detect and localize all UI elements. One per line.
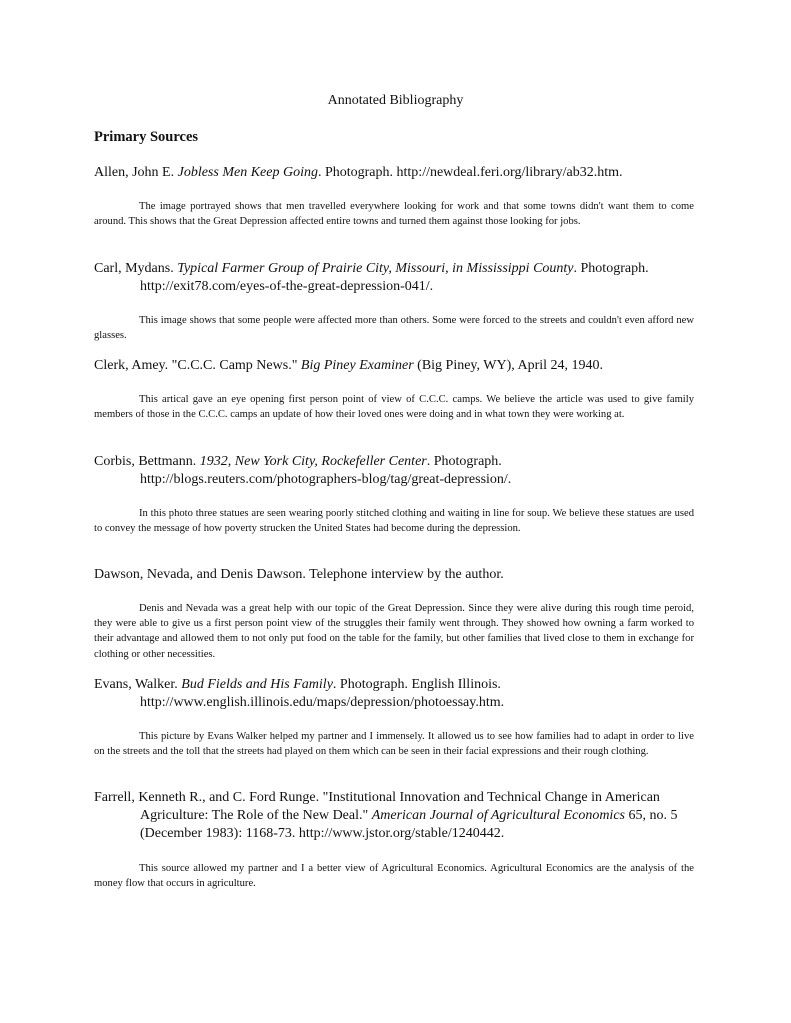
citation-text: Evans, Walker. [94,677,182,692]
annotation: This picture by Evans Walker helped my partner and I immensely. It allowed us to see how families had to adapt in order to live on the streets and the toll that the streets had played on them which can be seen in their facial expressions and their rough clothing. [94,731,694,758]
citation-text: Corbis, Bettmann. [94,454,200,469]
citation-title: Typical Farmer Group of Prairie City, Missouri, in Mississippi County [177,261,574,276]
citation-text: . Photograph. English Illinois. http://www.english.illinois.edu/maps/depression/photoessay.htm. [140,677,505,710]
annotation: This source allowed my partner and I a better view of Agricultural Economics. Agricultural Economics are the analysis of the money flow that occurs in agriculture. [94,863,694,890]
citation-entry [94,164,700,182]
citation-entry [94,260,700,296]
citation-entry [94,357,700,375]
annotation: This image shows that some people were affected more than others. Some were forced to the streets and couldn't even afford new glasses. [94,315,694,342]
citation-title: 1932, New York City, Rockefeller Center [199,454,427,469]
citation-text: (Big Piney, WY), April 24, 1940. [413,358,604,373]
page-title: Annotated Bibliography [327,93,464,108]
citation-entry [94,566,700,584]
citation-text: . Photograph. http://exit78.com/eyes-of-the-great-depression-041/. [140,261,649,294]
annotation: This artical gave an eye opening first person point of view of C.C.C. camps. We believe the article was used to give family members of those in the C.C.C. camps an update of how their loved ones were doing and in what town they were working at. [94,394,694,421]
citation-title: Jobless Men Keep Going [177,165,318,180]
citation-text: 65, no. 5 (December 1983): 1168-73. http://www.jstor.org/stable/1240442. [140,808,678,841]
citation-title: American Journal of Agricultural Economics [371,808,625,823]
citation-text: Clerk, Amey. "C.C.C. Camp News." [94,358,301,373]
annotation: Denis and Nevada was a great help with our topic of the Great Depression. Since they were alive during this rough time peroid, they were able to give us a first person point view of the struggles their family went through. They showed how owning a farm worked to their advantage and allowed them to not only put food on the table for the family, but other families that lived close to them in exchange for clothing or other necessities. [94,603,694,660]
citation-entry [94,676,700,712]
citation-text: Dawson, Nevada, and Denis Dawson. Telephone interview by the author. [94,567,504,582]
annotation: The image portrayed shows that men travelled everywhere looking for work and that some towns didn't want them to come around. This shows that the Great Depression affected entire towns and turned them against those looking for jobs. [94,201,694,228]
citation-entry [94,453,700,489]
citation-title: Big Piney Examiner [300,358,414,373]
citation-entry [94,789,700,843]
citation-text: Farrell, Kenneth R., and C. Ford Runge. "Institutional Innovation and Technical Change in American Agriculture: The Role of the New Deal." [94,790,660,823]
section-heading: Primary Sources [94,129,199,145]
citation-title: Bud Fields and His Family [181,677,333,692]
citation-text: Carl, Mydans. [94,261,178,276]
citation-text: . Photograph. http://newdeal.feri.org/library/ab32.htm. [317,165,623,180]
annotation: In this photo three statues are seen wearing poorly stitched clothing and waiting in line for soup. We believe these statues are used to convey the message of how poverty strucken the United States had become during the depression. [94,508,694,535]
citation-text: Allen, John E. [94,165,178,180]
citation-text: . Photograph. http://blogs.reuters.com/photographers-blog/tag/great-depression/. [140,454,512,487]
